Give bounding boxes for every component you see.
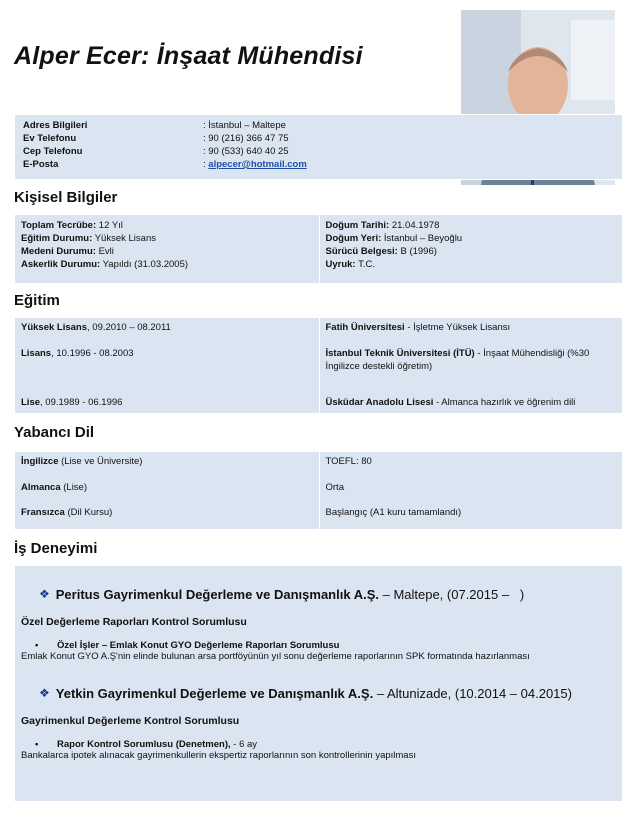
job-bullet — [35, 739, 616, 750]
language-name: Fransızca — [21, 507, 65, 519]
bullet-dot-icon: • — [35, 739, 39, 750]
education-dates: , 09.2010 – 08.2011 — [87, 322, 171, 333]
job-company-line — [39, 582, 616, 606]
education-degree: Yüksek Lisans — [21, 322, 88, 333]
education-degree: Lisans — [21, 348, 52, 359]
language-level-cell — [319, 452, 623, 478]
personal-value: Yüksek Lisans — [94, 233, 156, 244]
section-heading-personal: Kişisel Bilgiler — [14, 189, 118, 206]
contact-value: : 90 (216) 366 47 75 — [203, 133, 289, 144]
contact-label: E-Posta — [23, 159, 59, 170]
education-program: - Almanca hazırlık ve öğrenim dili — [433, 397, 576, 408]
job-entry — [21, 582, 616, 663]
language-level-cell — [319, 503, 623, 529]
language-name: Almanca — [21, 481, 61, 493]
personal-col-left — [15, 215, 319, 283]
education-program: - İnşaat Mühendisliği (%30 İngilizce destekli öğretim) — [325, 348, 590, 372]
contact-label: Adres Bilgileri — [23, 120, 88, 131]
personal-label: Doğum Yeri: — [325, 233, 382, 244]
personal-col-right — [319, 215, 623, 283]
job-company: Yetkin Gayrimenkul Değerleme ve Danışmanlık A.Ş. — [55, 685, 374, 701]
job-bullet-text: Özel İşler – Emlak Konut GYO Değerleme Raporları Sorumlusu — [57, 640, 340, 651]
education-program: - İşletme Yüksek Lisansı — [404, 322, 511, 333]
language-level: Orta — [325, 481, 344, 493]
education-degree-cell — [15, 318, 319, 344]
education-school: Fatih Üniversitesi — [325, 322, 405, 333]
personal-item — [21, 232, 313, 245]
job-bullet — [35, 640, 616, 651]
personal-item — [21, 245, 313, 258]
personal-item — [326, 219, 617, 232]
personal-item — [326, 258, 617, 271]
contact-row-mobile — [23, 145, 614, 158]
education-degree: Lise — [21, 397, 41, 408]
personal-label: Medeni Durumu: — [21, 246, 96, 257]
personal-info — [14, 214, 623, 284]
languages-table — [14, 451, 623, 530]
language-name: İngilizce — [21, 456, 59, 467]
experience-block — [14, 565, 623, 802]
job-role: Gayrimenkul Değerleme Kontrol Sorumlusu — [21, 715, 240, 727]
job-detail: – Altunizade, (10.2014 – 04.2015) — [373, 685, 572, 701]
personal-value: 12 Yıl — [98, 220, 123, 231]
education-row — [15, 386, 622, 413]
language-cell — [15, 452, 319, 478]
education-degree-cell — [15, 386, 319, 413]
job-bullet-text: Rapor Kontrol Sorumlusu (Denetmen), — [57, 739, 231, 750]
page-title: Alper Ecer: İnşaat Mühendisi — [14, 42, 363, 70]
language-cell — [15, 478, 319, 504]
contact-row-email — [23, 158, 614, 171]
education-school-cell — [319, 318, 623, 344]
job-entry — [21, 681, 616, 762]
education-school-cell — [319, 386, 623, 413]
education-row — [15, 318, 622, 344]
language-note: (Lise ve Üniversite) — [58, 456, 143, 467]
language-row — [15, 478, 622, 504]
job-description: Emlak Konut GYO A.Ş'nin elinde bulunan arsa portföyünün yıl sonu değerleme raporlarının SPK formatında hazırlanması — [21, 651, 530, 662]
diamond-bullet-icon: ❖ — [39, 587, 50, 601]
education-school: İstanbul Teknik Üniversitesi (İTÜ) — [325, 348, 475, 359]
personal-label: Toplam Tecrübe: — [21, 220, 97, 231]
contact-row-home-phone — [23, 132, 614, 145]
education-degree-cell — [15, 344, 319, 386]
personal-value: T.C. — [358, 259, 375, 270]
job-role: Özel Değerleme Raporları Kontrol Sorumlusu — [21, 616, 247, 628]
job-company-line — [39, 681, 616, 705]
personal-item — [21, 219, 313, 232]
section-heading-education: Eğitim — [14, 292, 60, 309]
section-heading-languages: Yabancı Dil — [14, 424, 95, 441]
personal-value: Yapıldı (31.03.2005) — [102, 259, 189, 270]
personal-label: Uyruk: — [325, 259, 356, 270]
personal-value: İstanbul – Beyoğlu — [383, 233, 463, 244]
email-link[interactable]: alpecer@hotmail.com — [208, 159, 307, 170]
personal-value: Evli — [98, 246, 114, 257]
language-note: (Dil Kursu) — [64, 507, 113, 519]
language-row — [15, 503, 622, 529]
language-level: Başlangıç (A1 kuru tamamlandı) — [325, 507, 462, 519]
contact-value: : 90 (533) 640 40 25 — [203, 146, 289, 157]
contact-label: Ev Telefonu — [23, 133, 77, 144]
language-row — [15, 452, 622, 478]
contact-info — [14, 114, 623, 180]
contact-value-prefix: : — [203, 159, 209, 170]
education-table — [14, 317, 623, 414]
education-row — [15, 344, 622, 386]
job-company: Peritus Gayrimenkul Değerleme ve Danışmanlık A.Ş. — [55, 586, 379, 602]
section-heading-experience: İş Deneyimi — [14, 540, 98, 557]
personal-item — [326, 232, 617, 245]
language-cell — [15, 503, 319, 529]
personal-value: 21.04.1978 — [391, 220, 440, 231]
language-level-cell — [319, 478, 623, 504]
personal-label: Sürücü Belgesi: — [325, 246, 398, 257]
contact-value: : İstanbul – Maltepe — [203, 120, 286, 131]
personal-value: B (1996) — [400, 246, 437, 257]
education-school: Üsküdar Anadolu Lisesi — [325, 397, 434, 408]
contact-row-address — [23, 119, 614, 132]
job-detail: – Maltepe, (07.2015 – ) — [378, 586, 525, 602]
diamond-bullet-icon: ❖ — [39, 686, 50, 700]
education-school-cell — [319, 344, 623, 386]
personal-item — [21, 258, 313, 271]
personal-label: Askerlik Durumu: — [21, 259, 101, 270]
job-bullet-suffix: - 6 ay — [230, 739, 258, 750]
job-description: Bankalarca ipotek alınacak gayrimenkullerin ekspertiz raporlarının son kontrollerinin yapılması — [21, 750, 416, 761]
contact-label: Cep Telefonu — [23, 146, 83, 157]
language-level: TOEFL: 80 — [325, 456, 372, 467]
personal-label: Eğitim Durumu: — [21, 233, 93, 244]
personal-item — [326, 245, 617, 258]
education-dates: , 09.1989 - 06.1996 — [40, 397, 123, 408]
bullet-dot-icon: • — [35, 640, 39, 651]
personal-label: Doğum Tarihi: — [325, 220, 390, 231]
language-note: (Lise) — [60, 481, 88, 493]
education-dates: , 10.1996 - 08.2003 — [51, 348, 134, 359]
